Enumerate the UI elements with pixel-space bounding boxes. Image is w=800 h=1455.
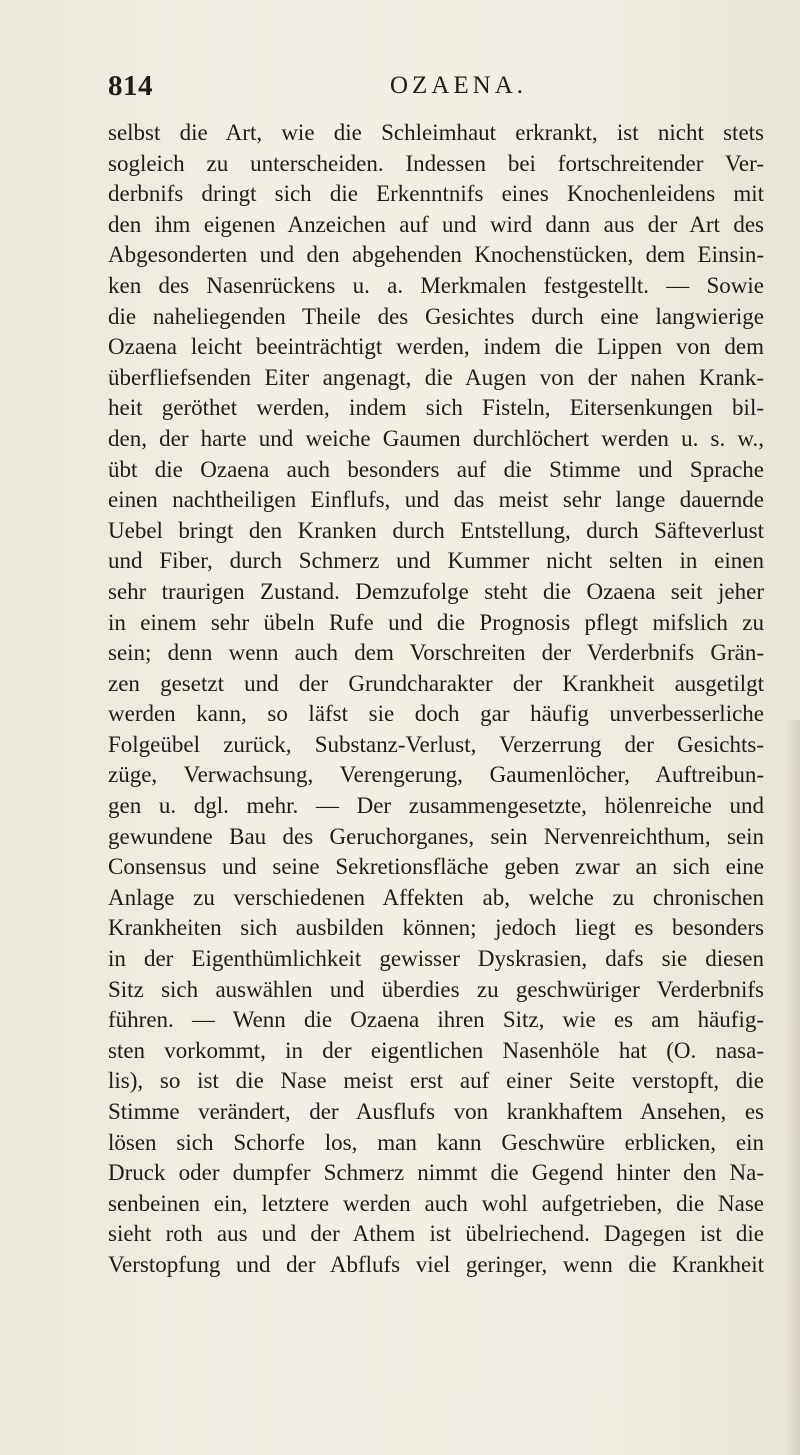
page-edge-shadow <box>786 720 800 1455</box>
text-line: Verstopfung und der Abflufs viel geringer, wenn die Krankheit <box>108 1251 764 1277</box>
text-line: senbeinen ein, letztere werden auch wohl aufgetrieben, die Nase <box>108 1190 764 1216</box>
text-line: züge, Verwachsung, Verengerung, Gaumenlöcher, Auftreibun- <box>108 762 764 788</box>
page-number: 814 <box>108 70 153 102</box>
text-line: Ozaena leicht beeinträchtigt werden, indem die Lippen von dem <box>108 334 764 360</box>
text-line: heit geröthet werden, indem sich Fisteln, Eitersenkungen bil- <box>108 395 764 421</box>
text-line: sein; denn wenn auch dem Vorschreiten der Verderbnifs Grän- <box>108 640 764 666</box>
text-line: Consensus und seine Sekretionsfläche geben zwar an sich eine <box>108 854 764 880</box>
text-line: Sitz sich auswählen und überdies zu geschwüriger Verderbnifs <box>108 976 764 1002</box>
text-line: lis), so ist die Nase meist erst auf einer Seite verstopft, die <box>108 1068 764 1094</box>
text-line: sten vorkommt, in der eigentlichen Nasenhöle hat (O. nasa- <box>108 1037 764 1063</box>
page-header <box>108 70 708 110</box>
text-line: werden kann, so läfst sie doch gar häufig unverbesserliche <box>108 701 764 727</box>
text-line: übt die Ozaena auch besonders auf die Stimme und Sprache <box>108 456 764 482</box>
body-text <box>108 118 764 1281</box>
text-line: Druck oder dumpfer Schmerz nimmt die Gegend hinter den Na- <box>108 1160 764 1186</box>
text-line: selbst die Art, wie die Schleimhaut erkrankt, ist nicht stets <box>108 120 764 145</box>
text-line: in einem sehr übeln Rufe und die Prognosis pflegt mifslich zu <box>108 609 764 635</box>
text-line: Uebel bringt den Kranken durch Entstellung, durch Säfteverlust <box>108 517 764 543</box>
text-line: gen u. dgl. mehr. — Der zusammengesetzte, hölenreiche und <box>108 793 764 819</box>
text-line: den ihm eigenen Anzeichen auf und wird dann aus der Art des <box>108 211 764 237</box>
text-line: lösen sich Schorfe los, man kann Geschwüre erblicken, ein <box>108 1129 764 1155</box>
text-line: führen. — Wenn die Ozaena ihren Sitz, wie es am häufig- <box>108 1007 764 1033</box>
text-line: Stimme verändert, der Ausflufs von krankhaftem Ansehen, es <box>108 1099 764 1124</box>
text-line: sogleich zu unterscheiden. Indessen bei fortschreitender Ver- <box>108 150 764 176</box>
text-line: in der Eigenthümlichkeit gewisser Dyskrasien, dafs sie diesen <box>108 946 764 972</box>
text-line: überfliefsenden Eiter angenagt, die Augen von der nahen Krank- <box>108 364 764 390</box>
text-line: Anlage zu verschiedenen Affekten ab, welche zu chronischen <box>108 884 764 910</box>
text-line: derbnifs dringt sich die Erkenntnifs eines Knochenleidens mit <box>108 181 764 207</box>
text-line: den, der harte und weiche Gaumen durchlöchert werden u. s. w., <box>108 425 764 451</box>
text-line: die naheliegenden Theile des Gesichtes durch eine langwierige <box>108 303 764 329</box>
text-line: zen gesetzt und der Grundcharakter der Krankheit ausgetilgt <box>108 670 764 696</box>
text-line: gewundene Bau des Geruchorganes, sein Nervenreichthum, sein <box>108 823 764 849</box>
running-head: OZAENA. <box>390 72 528 99</box>
text-line: sieht roth aus und der Athem ist übelriechend. Dagegen ist die <box>108 1221 764 1247</box>
text-line: Krankheiten sich ausbilden können; jedoch liegt es besonders <box>108 915 764 941</box>
text-line: Folgeübel zurück, Substanz-Verlust, Verzerrung der Gesichts- <box>108 731 764 757</box>
text-line: Abgesonderten und den abgehenden Knochenstücken, dem Einsin- <box>108 242 764 268</box>
text-line: sehr traurigen Zustand. Demzufolge steht die Ozaena seit jeher <box>108 578 764 604</box>
text-line: einen nachtheiligen Einflufs, und das meist sehr lange dauernde <box>108 487 764 513</box>
text-line: ken des Nasenrückens u. a. Merkmalen festgestellt. — Sowie <box>108 272 764 298</box>
text-line: und Fiber, durch Schmerz und Kummer nicht selten in einen <box>108 548 764 574</box>
